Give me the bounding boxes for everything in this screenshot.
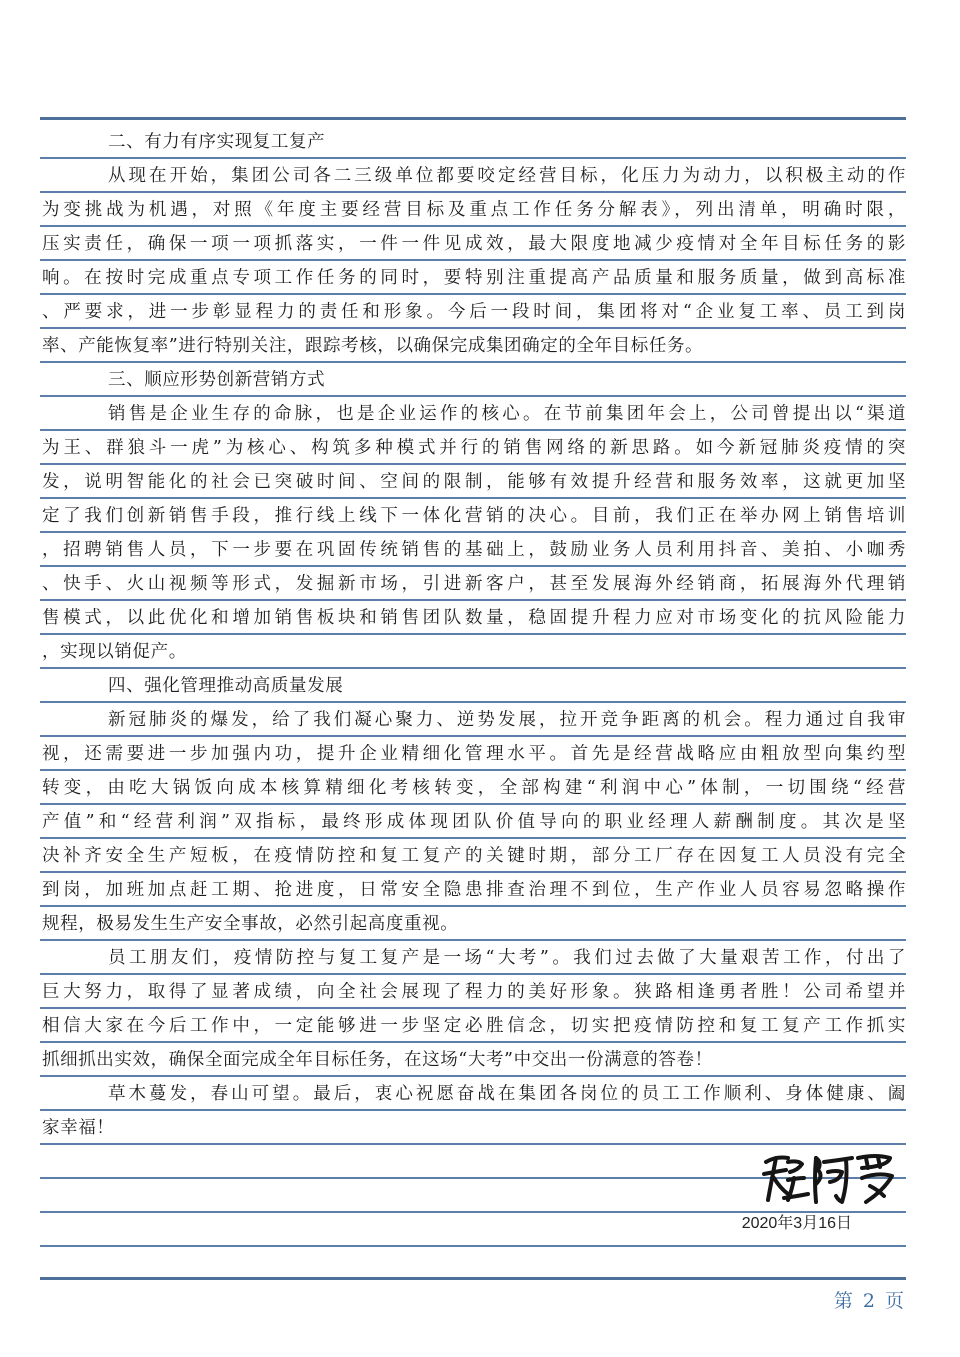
- ruled-line: [40, 1109, 906, 1111]
- ruled-line: [40, 157, 906, 159]
- paragraph-line: 转变，由吃大锅饭向成本核算精细化考核转变，全部构建“利润中心”体制，一切围绕“经营: [42, 778, 906, 798]
- ruled-line: [40, 973, 906, 975]
- paragraph-line: 视，还需要进一步加强内功，提升企业精细化管理水平。首先是经营战略应由粗放型向集约型: [42, 744, 906, 764]
- paragraph-line: 、严要求，进一步彰显程力的责任和形象。今后一段时间，集团将对“企业复工率、员工到岗: [42, 302, 906, 322]
- paragraph-line: 决补齐安全生产短板，在疫情防控和复工复产的关键时期，部分工厂存在因复工人员没有完全: [42, 846, 906, 866]
- ruled-line: [40, 463, 906, 465]
- paragraph-line: 定了我们创新销售手段，推行线上线下一体化营销的决心。目前，我们正在举办网上销售培训: [42, 506, 906, 526]
- paragraph-line: 规程，极易发生生产安全事故，必然引起高度重视。: [42, 914, 459, 934]
- ruled-line: [40, 905, 906, 907]
- ruled-line: [40, 1041, 906, 1043]
- section-heading: 三、顺应形势创新营销方式: [108, 370, 326, 390]
- ruled-line: [40, 837, 906, 839]
- section-heading: 二、有力有序实现复工复产: [108, 132, 326, 152]
- ruled-line: [40, 735, 906, 737]
- letter-page: [40, 0, 906, 1357]
- handwritten-signature: [758, 1148, 898, 1208]
- ruled-line: [40, 1277, 906, 1280]
- ruled-line: [40, 667, 906, 669]
- paragraph-line: 压实责任，确保一项一项抓落实，一件一件见成效，最大限度地减少疫情对全年目标任务的影: [42, 234, 906, 254]
- ruled-line: [40, 361, 906, 363]
- ruled-line: [40, 1143, 906, 1145]
- paragraph-line: 率、产能恢复率”进行特别关注，跟踪考核，以确保完成集团确定的全年目标任务。: [42, 336, 704, 356]
- paragraph-line: 、快手、火山视频等形式，发掘新市场，引进新客户，甚至发展海外经销商，拓展海外代理销: [42, 574, 906, 594]
- paragraph-line: 新冠肺炎的爆发，给了我们凝心聚力、逆势发展，拉开竞争距离的机会。程力通过自我审: [108, 710, 906, 730]
- ruled-line: [40, 327, 906, 329]
- ruled-line: [40, 395, 906, 397]
- ruled-line: [40, 701, 906, 703]
- paragraph-line: 为王、群狼斗一虎”为核心、构筑多种模式并行的销售网络的新思路。如今新冠肺炎疫情的突: [42, 438, 906, 458]
- ruled-line: [40, 531, 906, 533]
- paragraph-line: 为变挑战为机遇，对照《年度主要经营目标及重点工作任务分解表》，列出清单，明确时限，: [42, 200, 906, 220]
- paragraph-line: 员工朋友们，疫情防控与复工复产是一场“大考”。我们过去做了大量艰苦工作，付出了: [108, 948, 906, 968]
- ruled-line: [40, 769, 906, 771]
- ruled-line: [40, 1007, 906, 1009]
- paragraph-line: 抓细抓出实效，确保全面完成全年目标任务，在这场“大考”中交出一份满意的答卷！: [42, 1050, 713, 1070]
- paragraph-line: 家幸福！: [42, 1118, 115, 1138]
- paragraph-line: ，实现以销促产。: [42, 642, 187, 662]
- ruled-line: [40, 429, 906, 431]
- paragraph-line: 发，说明智能化的社会已突破时间、空间的限制，能够有效提升经营和服务效率，这就更加坚: [42, 472, 906, 492]
- ruled-line: [40, 259, 906, 261]
- page-number: 第 2 页: [833, 1290, 906, 1312]
- paragraph-line: 产值”和“经营利润”双指标，最终形成体现团队价值导向的职业经理人薪酬制度。其次是坚: [42, 812, 906, 832]
- ruled-line: [40, 293, 906, 295]
- ruled-line: [40, 1245, 906, 1247]
- ruled-line: [40, 225, 906, 227]
- letter-date: 2020年3月16日: [741, 1215, 852, 1232]
- paragraph-line: 相信大家在今后工作中，一定能够进一步坚定必胜信念，切实把疫情防控和复工复产工作抓实: [42, 1016, 906, 1036]
- paragraph-line: 响。在按时完成重点专项工作任务的同时，要特别注重提高产品质量和服务质量，做到高标准: [42, 268, 906, 288]
- ruled-line: [40, 117, 906, 120]
- ruled-line: [40, 871, 906, 873]
- paragraph-line: ，招聘销售人员，下一步要在巩固传统销售的基础上，鼓励业务人员利用抖音、美拍、小咖秀: [42, 540, 906, 560]
- paragraph-line: 到岗，加班加点赶工期、抢进度，日常安全隐患排查治理不到位，生产作业人员容易忽略操作: [42, 880, 906, 900]
- ruled-line: [40, 803, 906, 805]
- ruled-line: [40, 565, 906, 567]
- ruled-line: [40, 191, 906, 193]
- paragraph-line: 销售是企业生存的命脉，也是企业运作的核心。在节前集团年会上，公司曾提出以“渠道: [108, 404, 906, 424]
- ruled-line: [40, 939, 906, 941]
- ruled-line: [40, 497, 906, 499]
- paragraph-line: 售模式，以此优化和增加销售板块和销售团队数量，稳固提升程力应对市场变化的抗风险能力: [42, 608, 906, 628]
- paragraph-line: 巨大努力，取得了显著成绩，向全社会展现了程力的美好形象。狭路相逢勇者胜！公司希望并: [42, 982, 906, 1002]
- paragraph-line: 从现在开始，集团公司各二三级单位都要咬定经营目标，化压力为动力，以积极主动的作: [108, 166, 906, 186]
- paragraph-line: 草木蔓发，春山可望。最后，衷心祝愿奋战在集团各岗位的员工工作顺利、身体健康、阖: [108, 1084, 906, 1104]
- ruled-line: [40, 599, 906, 601]
- ruled-line: [40, 1075, 906, 1077]
- ruled-line: [40, 633, 906, 635]
- section-heading: 四、强化管理推动高质量发展: [108, 676, 344, 696]
